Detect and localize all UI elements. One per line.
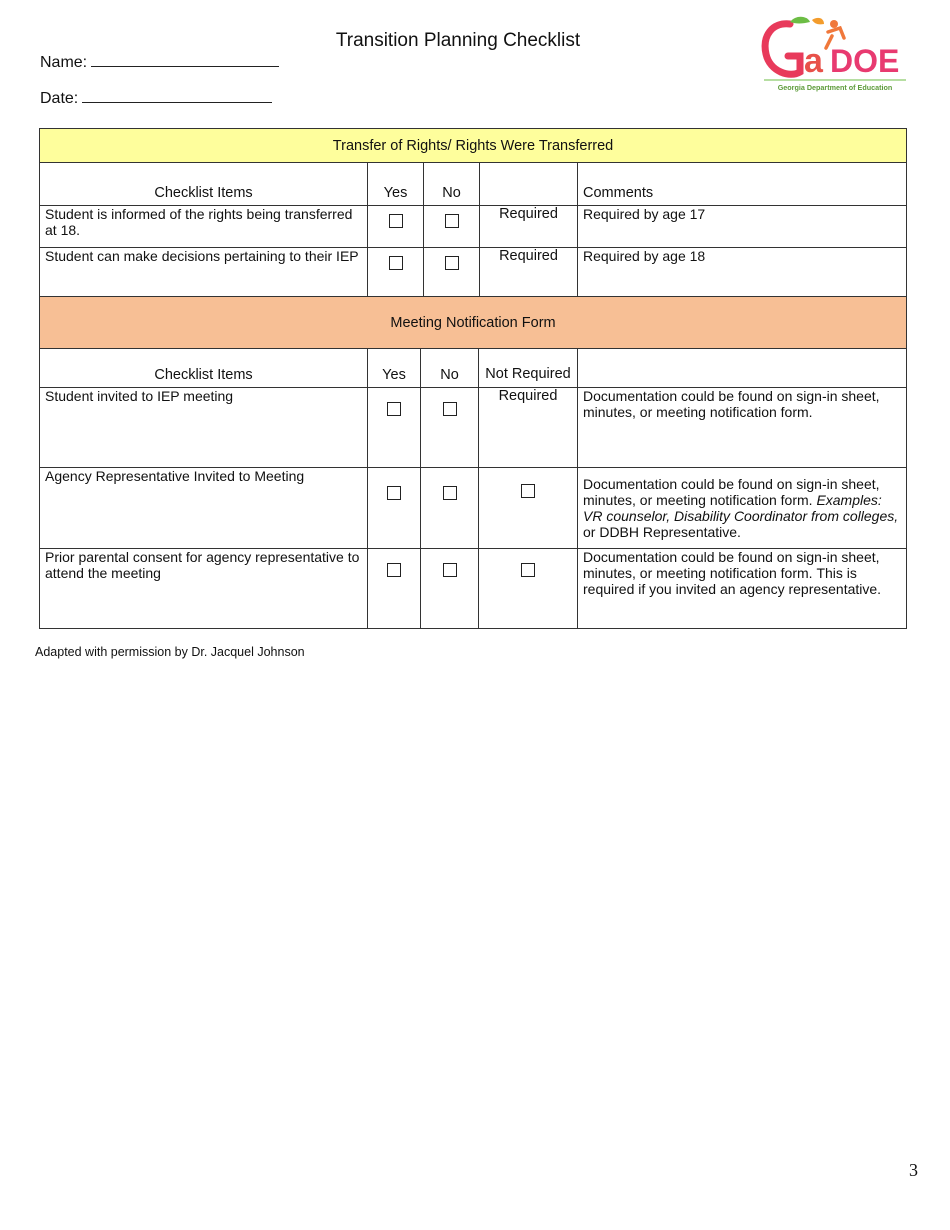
header-required <box>480 163 578 206</box>
table-row <box>40 549 907 629</box>
not-required-checkbox[interactable] <box>521 484 535 498</box>
checklist-item: Prior parental consent for agency representative to attend the meeting <box>40 549 368 629</box>
page-title: Transition Planning Checklist <box>335 30 581 51</box>
comment: Required by age 18 <box>578 248 907 297</box>
no-checkbox[interactable] <box>443 402 457 416</box>
date-line[interactable] <box>82 88 272 103</box>
header-comments <box>578 349 907 388</box>
yes-checkbox[interactable] <box>389 214 403 228</box>
table-row <box>40 206 907 248</box>
logo-letter-a: a <box>804 42 823 80</box>
transfer-rights-table <box>39 128 907 297</box>
name-label: Name: <box>40 54 88 71</box>
header-no: No <box>424 163 480 206</box>
comment-text: Documentation could be found on sign-in sheet, minutes, or meeting notification form. <box>583 476 880 508</box>
comment-text: Documentation could be found on sign-in sheet, minutes, or meeting notification form. <box>583 549 880 581</box>
page-number: 3 <box>909 1160 918 1180</box>
checklist-item: Student is informed of the rights being transferred at 18. <box>40 206 368 248</box>
required-status: Required <box>479 388 578 468</box>
comment <box>578 549 907 629</box>
name-line[interactable] <box>91 52 279 67</box>
no-checkbox[interactable] <box>443 563 457 577</box>
comment-emphasis: This is required if you invited an agency representative. <box>583 565 882 597</box>
header-yes: Yes <box>368 163 424 206</box>
table-row <box>40 388 907 468</box>
header-checklist-items: Checklist Items <box>40 163 368 206</box>
no-checkbox[interactable] <box>445 256 459 270</box>
header-yes: Yes <box>368 349 421 388</box>
gadoe-logo <box>760 14 910 94</box>
checklist-item: Student invited to IEP meeting <box>40 388 368 468</box>
required-status: Required <box>480 248 578 297</box>
date-field[interactable] <box>40 88 272 108</box>
required-status: Required <box>480 206 578 248</box>
yes-checkbox[interactable] <box>387 486 401 500</box>
comment: Required by age 17 <box>578 206 907 248</box>
header-comments: Comments <box>578 163 907 206</box>
comment-text: Documentation could be found on sign-in sheet, minutes, or meeting notification form. <box>583 388 880 420</box>
header-checklist-items: Checklist Items <box>40 349 368 388</box>
logo-subtitle: Georgia Department of Education <box>777 83 893 92</box>
meeting-notification-table <box>39 296 907 629</box>
comment-tail: or DDBH Representative. <box>583 524 741 540</box>
checklist-item: Student can make decisions pertaining to their IEP <box>40 248 368 297</box>
comment <box>578 388 907 468</box>
comment-examples: Examples: VR counselor, Disability Coordinator from colleges, <box>583 492 899 524</box>
date-label: Date: <box>40 90 79 107</box>
table-row <box>40 248 907 297</box>
transfer-rights-band: Transfer of Rights/ Rights Were Transferred <box>40 129 907 163</box>
comment <box>578 468 907 549</box>
checklist-item: Agency Representative Invited to Meeting <box>40 468 368 549</box>
yes-checkbox[interactable] <box>387 563 401 577</box>
name-field[interactable] <box>40 52 279 72</box>
no-checkbox[interactable] <box>443 486 457 500</box>
header-no: No <box>421 349 479 388</box>
meeting-notification-band: Meeting Notification Form <box>40 297 907 349</box>
yes-checkbox[interactable] <box>387 402 401 416</box>
no-checkbox[interactable] <box>445 214 459 228</box>
adapted-note: Adapted with permission by Dr. Jacquel Johnson <box>35 645 305 659</box>
yes-checkbox[interactable] <box>389 256 403 270</box>
table-row <box>40 468 907 549</box>
logo-letters-doe: DOE <box>830 43 900 79</box>
not-required-checkbox[interactable] <box>521 563 535 577</box>
header-not-required: Not Required <box>479 349 578 388</box>
